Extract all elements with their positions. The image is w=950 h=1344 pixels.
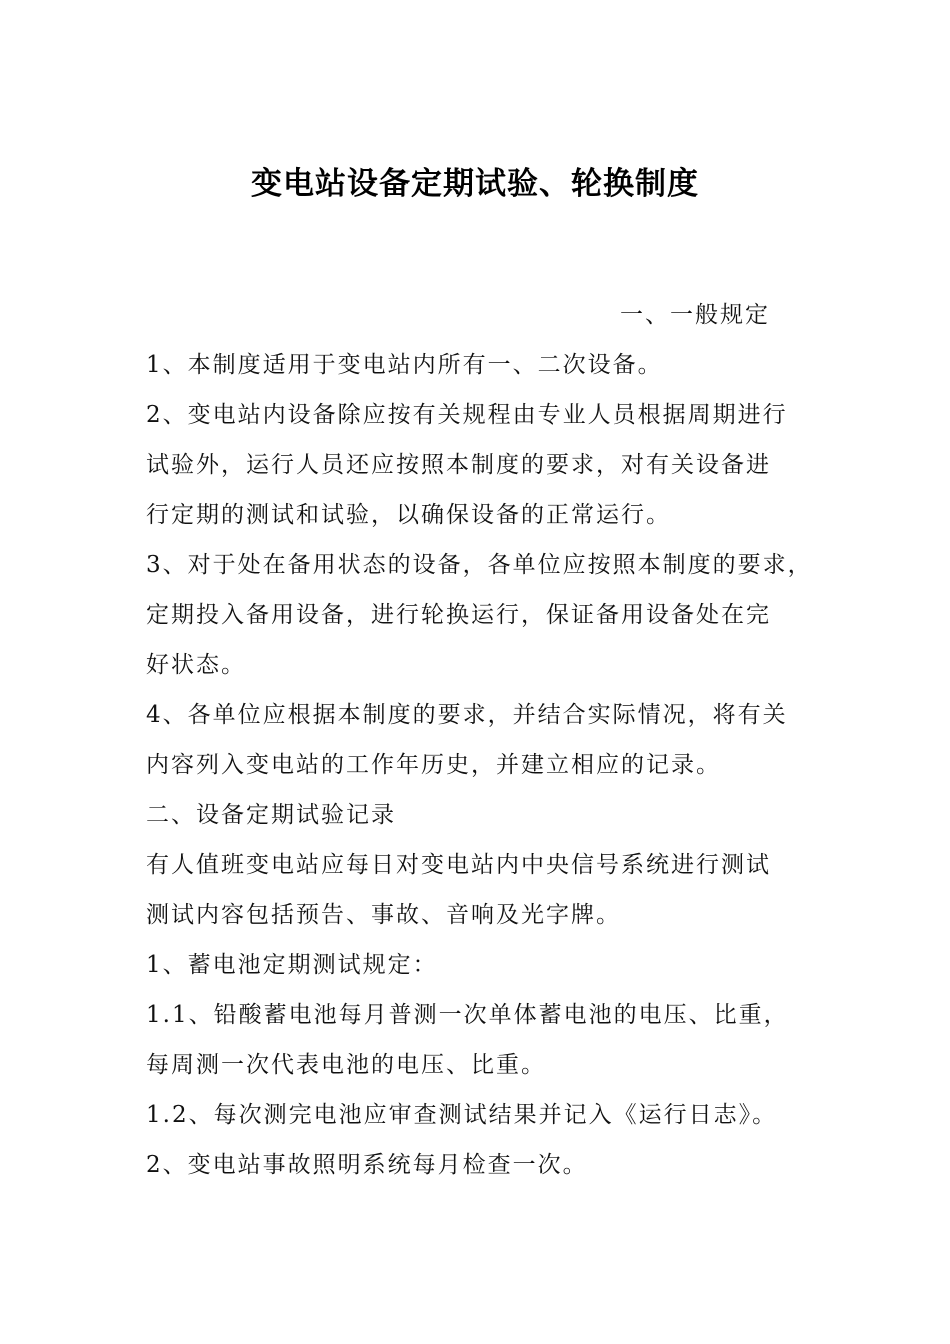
paragraph-line: 1.1、铅酸蓄电池每月普测一次单体蓄电池的电压、比重， bbox=[146, 1002, 789, 1028]
paragraph-line: 1.2、每次测完电池应审查测试结果并记入《运行日志》。 bbox=[146, 1102, 778, 1128]
paragraph-line: 有人值班变电站应每日对变电站内中央信号系统进行测试 bbox=[146, 852, 771, 878]
paragraph-line: 4、各单位应根据本制度的要求，并结合实际情况，将有关 bbox=[146, 702, 788, 728]
document-title: 变电站设备定期试验、轮换制度 bbox=[251, 166, 699, 202]
paragraph-line: 内容列入变电站的工作年历史，并建立相应的记录。 bbox=[146, 752, 721, 778]
section-heading-general: 一、一般规定 bbox=[620, 302, 770, 328]
paragraph-line: 2、变电站事故照明系统每月检查一次。 bbox=[146, 1152, 588, 1178]
paragraph-line: 好状态。 bbox=[146, 652, 246, 678]
paragraph-line: 2、变电站内设备除应按有关规程由专业人员根据周期进行 bbox=[146, 402, 788, 428]
document-body bbox=[146, 340, 813, 1190]
paragraph-line: 定期投入备用设备，进行轮换运行，保证备用设备处在完 bbox=[146, 602, 771, 628]
paragraph-line: 行定期的测试和试验，以确保设备的正常运行。 bbox=[146, 502, 671, 528]
paragraph-line: 1、蓄电池定期测试规定： bbox=[146, 952, 438, 978]
paragraph-line: 3、对于处在备用状态的设备，各单位应按照本制度的要求， bbox=[146, 552, 813, 578]
paragraph-line: 测试内容包括预告、事故、音响及光字牌。 bbox=[146, 902, 621, 928]
section-heading-records: 二、设备定期试验记录 bbox=[146, 802, 396, 828]
paragraph-line: 试验外，运行人员还应按照本制度的要求，对有关设备进 bbox=[146, 452, 771, 478]
paragraph-line: 1、本制度适用于变电站内所有一、二次设备。 bbox=[146, 352, 663, 378]
paragraph-line: 每周测一次代表电池的电压、比重。 bbox=[146, 1052, 546, 1078]
